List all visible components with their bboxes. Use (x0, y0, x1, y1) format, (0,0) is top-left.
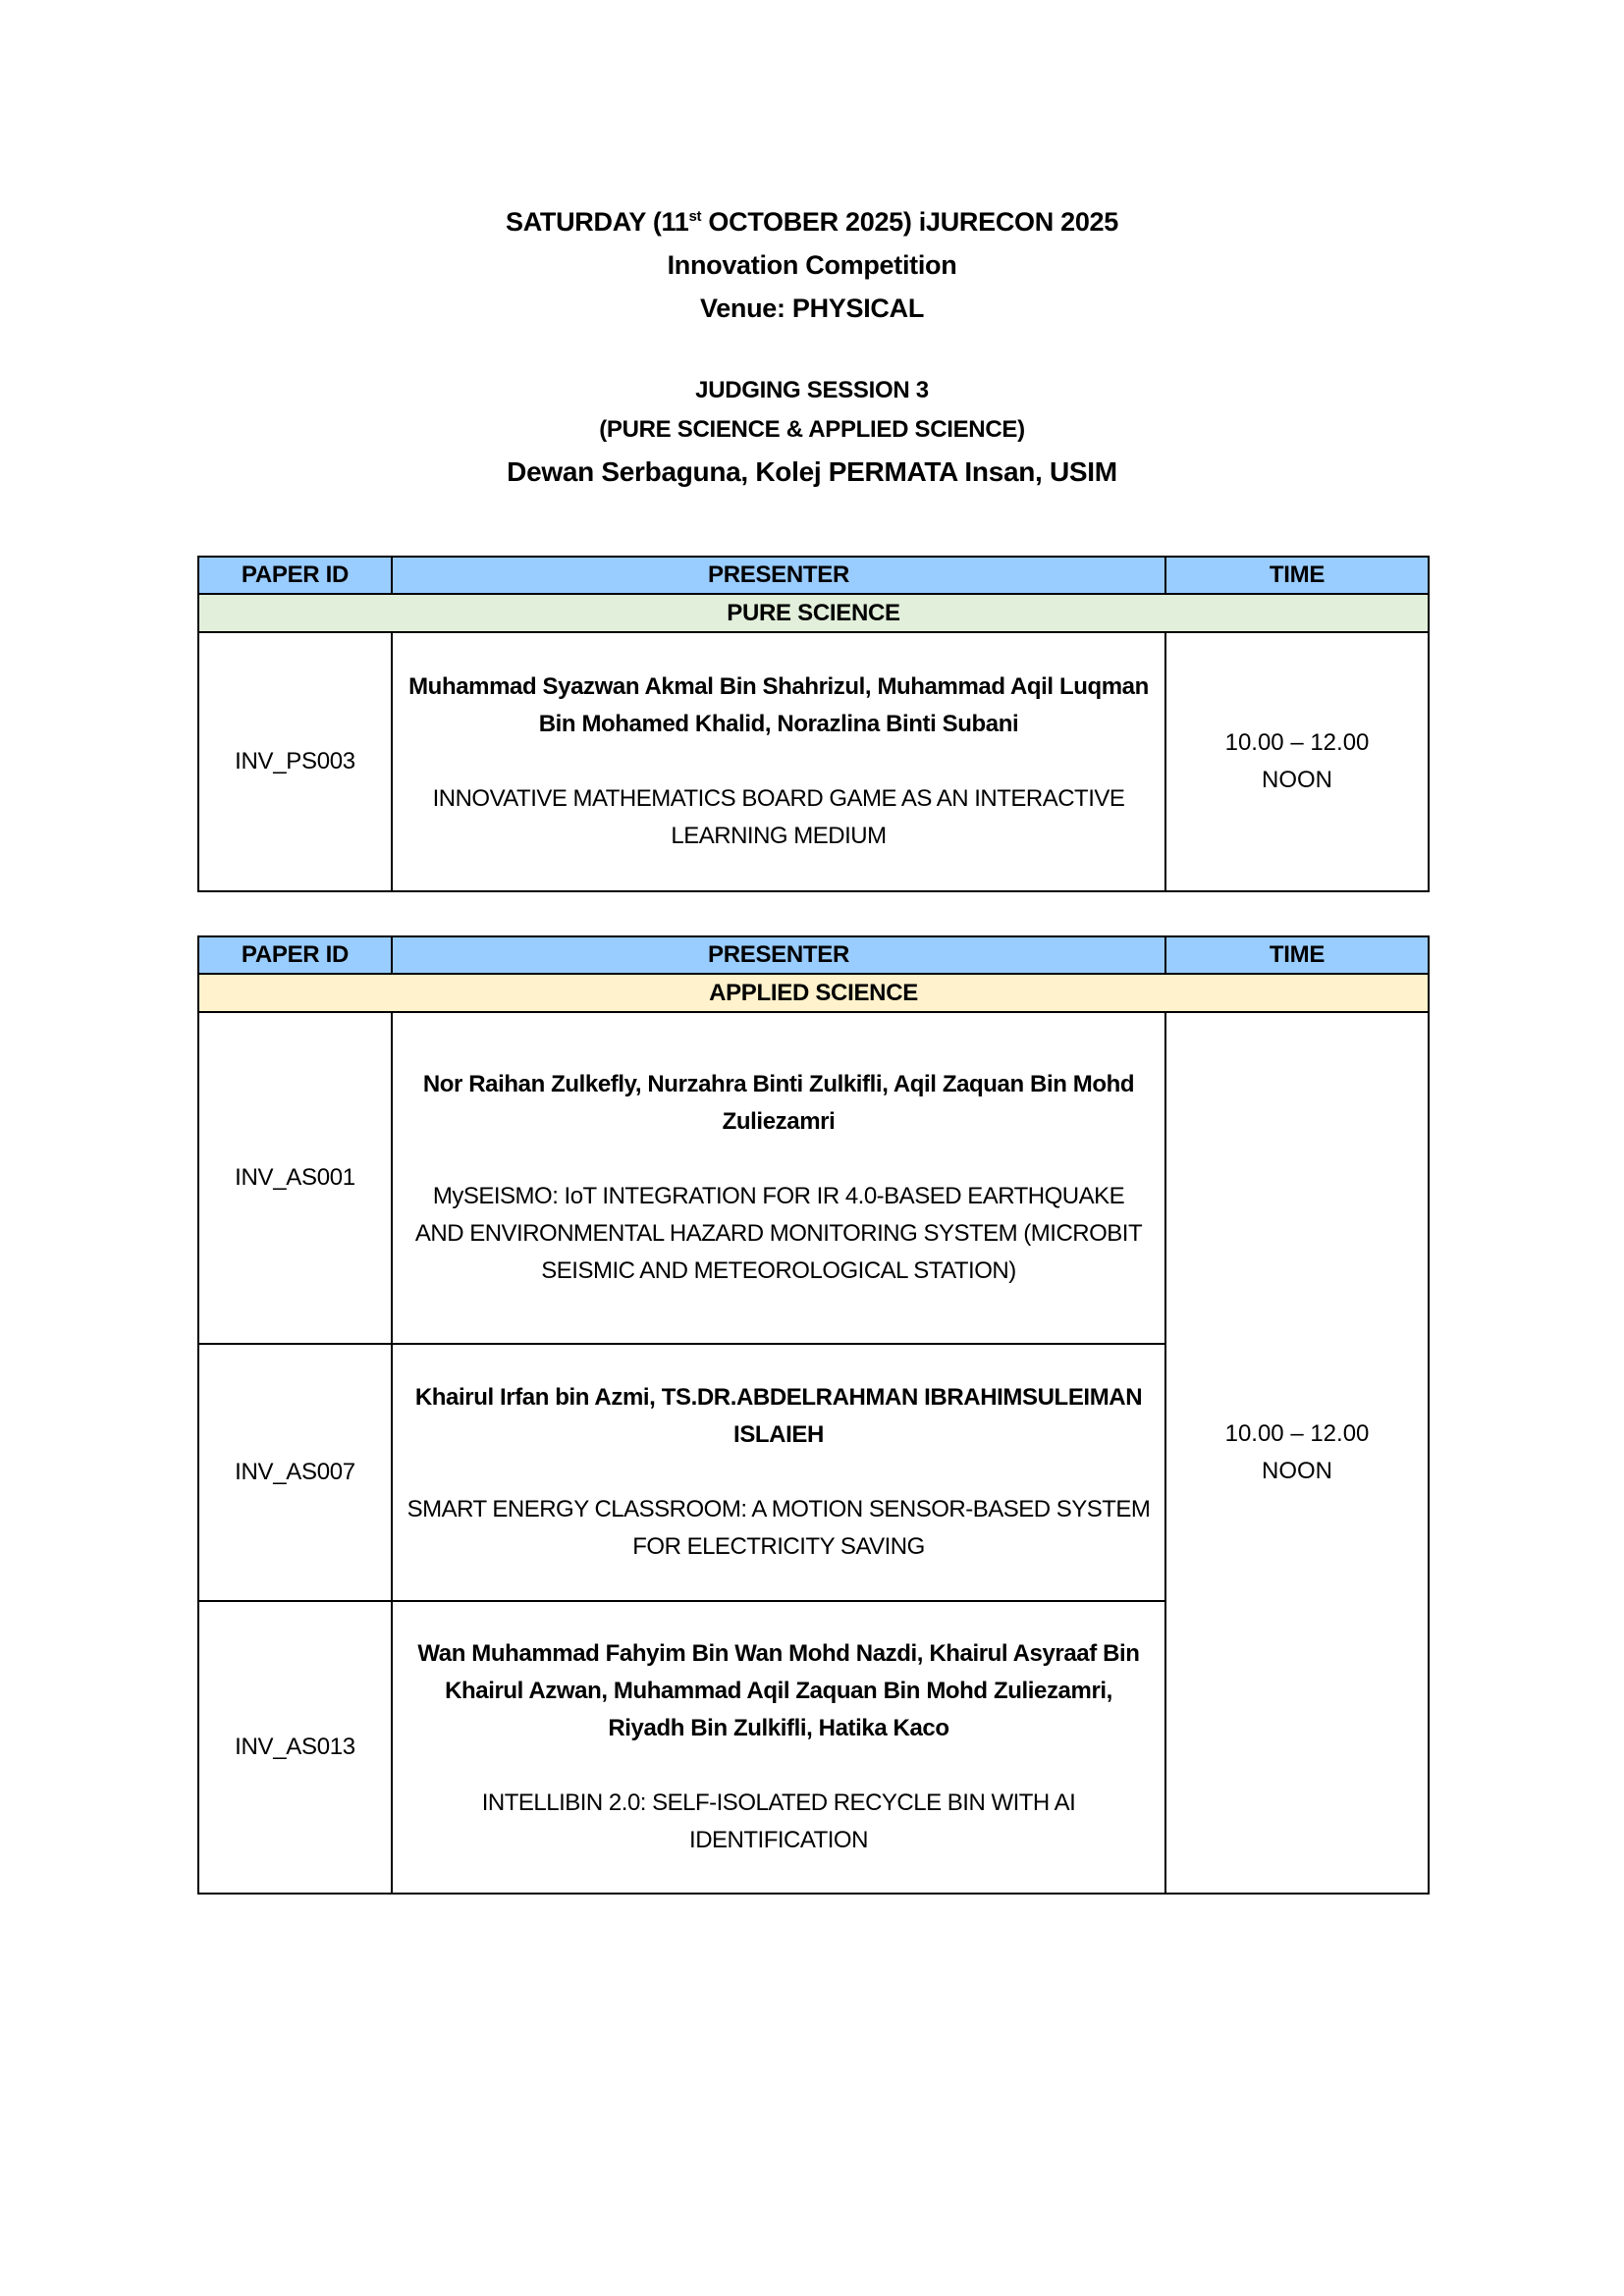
session-location: Dewan Serbaguna, Kolej PERMATA Insan, USIM (507, 456, 1117, 487)
session-categories: (PURE SCIENCE & APPLIED SCIENCE) (599, 416, 1025, 443)
table-row (198, 1012, 1429, 1344)
time-noon: NOON (1262, 767, 1332, 793)
presenter-cell (392, 632, 1165, 891)
section-label-applied-science: APPLIED SCIENCE (198, 974, 1429, 1012)
table-row (198, 632, 1429, 891)
column-header-presenter: PRESENTER (392, 936, 1165, 974)
column-header-paper-id: PAPER ID (198, 936, 392, 974)
time-cell (1165, 1012, 1429, 1894)
paper-id: INV_AS013 (198, 1601, 392, 1894)
column-header-presenter: PRESENTER (392, 557, 1165, 594)
presenter-cell (392, 1601, 1165, 1894)
paper-title: INNOVATIVE MATHEMATICS BOARD GAME AS AN INTERACTIVE LEARNING MEDIUM (432, 785, 1125, 849)
presenter-authors: Nor Raihan Zulkefly, Nurzahra Binti Zulkifli, Aqil Zaquan Bin Mohd Zuliezamri (422, 1071, 1135, 1135)
paper-id: INV_AS001 (198, 1012, 392, 1344)
table-header-row (198, 936, 1429, 974)
column-header-time: TIME (1165, 557, 1429, 594)
presenter-cell (392, 1012, 1165, 1344)
presenter-cell (392, 1344, 1165, 1601)
presenter-authors: Wan Muhammad Fahyim Bin Wan Mohd Nazdi, Khairul Asyraaf Bin Khairul Azwan, Muhammad Aqil Zaquan Bin Mohd Zuliezamri, Riyadh Bin Zulkifli, Hatika Kaco (417, 1640, 1140, 1741)
paper-title: INTELLIBIN 2.0: SELF-ISOLATED RECYCLE BIN WITH AI IDENTIFICATION (481, 1789, 1076, 1853)
time-range: 10.00 – 12.00 (1224, 1420, 1370, 1447)
presenter-authors: Khairul Irfan bin Azmi, TS.DR.ABDELRAHMAN IBRAHIMSULEIMAN ISLAIEH (414, 1384, 1143, 1448)
paper-title: SMART ENERGY CLASSROOM: A MOTION SENSOR-BASED SYSTEM FOR ELECTRICITY SAVING (406, 1496, 1151, 1560)
paper-id: INV_AS007 (198, 1344, 392, 1601)
column-header-time: TIME (1165, 936, 1429, 974)
pure-science-table (197, 556, 1430, 892)
event-date-title: SATURDAY (11st OCTOBER 2025) iJURECON 2025 (506, 207, 1118, 237)
session-title: JUDGING SESSION 3 (695, 377, 929, 403)
table-header-row (198, 557, 1429, 594)
time-cell (1165, 632, 1429, 891)
paper-title: MySEISMO: IoT INTEGRATION FOR IR 4.0-BASED EARTHQUAKE AND ENVIRONMENTAL HAZARD MONITORING SYSTEM (MICROBIT SEISMIC AND METEOROLOGICAL STATION) (414, 1183, 1143, 1284)
section-row (198, 594, 1429, 632)
applied-science-table (197, 935, 1430, 1895)
time-noon: NOON (1262, 1458, 1332, 1484)
time-range: 10.00 – 12.00 (1224, 729, 1370, 756)
ordinal-suffix: st (688, 208, 702, 225)
document-header (0, 200, 1624, 330)
competition-name: Innovation Competition (667, 250, 957, 280)
presenter-authors: Muhammad Syazwan Akmal Bin Shahrizul, Muhammad Aqil Luqman Bin Mohamed Khalid, Norazlina Binti Subani (408, 673, 1149, 737)
section-row (198, 974, 1429, 1012)
section-label-pure-science: PURE SCIENCE (198, 594, 1429, 632)
column-header-paper-id: PAPER ID (198, 557, 392, 594)
session-header (0, 371, 1624, 495)
venue-type: Venue: PHYSICAL (699, 294, 925, 323)
paper-id: INV_PS003 (198, 632, 392, 891)
